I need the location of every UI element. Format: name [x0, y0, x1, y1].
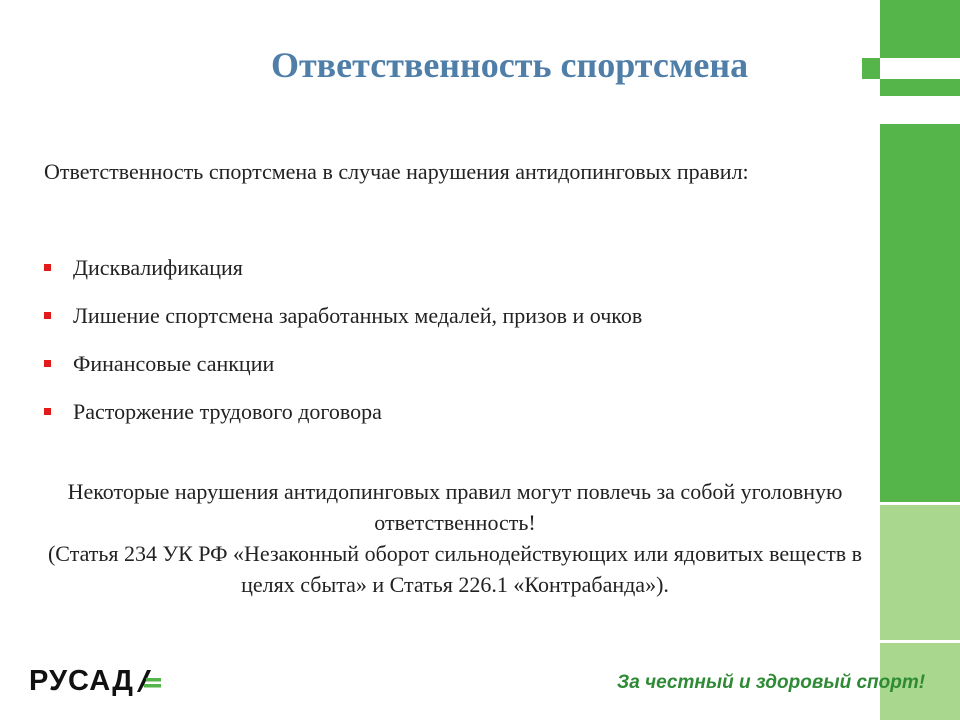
list-item [42, 348, 862, 379]
bullet-square-icon [44, 360, 51, 367]
slide-title: Ответственность спортсмена [271, 45, 749, 85]
note-law-reference: (Статья 234 УК РФ «Незаконный оборот сильнодействующих или ядовитых веществ в целях сбыта» и Статья 226.1 «Контрабанда»). [47, 541, 863, 597]
logo-a-equals-icon [136, 669, 162, 693]
list-item [42, 300, 862, 331]
bullet-square-icon [44, 312, 51, 319]
intro-text: Ответственность спортсмена в случае нарушения антидопинговых правил: [44, 159, 749, 184]
decor-stripe [880, 505, 960, 640]
bullet-square-icon [44, 264, 51, 271]
bullet-square-icon [44, 408, 51, 415]
note-warning: Некоторые нарушения антидопинговых правил могут повлечь за собой уголовную ответственность! [67, 479, 843, 535]
list-item [42, 396, 862, 427]
list-item-label: Финансовые санкции [73, 351, 275, 376]
list-item-label: Расторжение трудового договора [73, 399, 382, 424]
list-item-label: Дисквалификация [73, 255, 243, 280]
slogan: За честный и здоровый спорт! [617, 672, 926, 693]
rusada-logo [29, 664, 162, 698]
penalty-list [42, 252, 862, 444]
decor-stripe [880, 124, 960, 502]
decor-stripe [880, 0, 960, 58]
list-item-label: Лишение спортсмена заработанных медалей, призов и очков [73, 303, 643, 328]
logo-text: РУСАД [29, 664, 134, 697]
list-item [42, 252, 862, 283]
decor-stripe [880, 79, 960, 96]
criminal-liability-note [40, 476, 870, 600]
